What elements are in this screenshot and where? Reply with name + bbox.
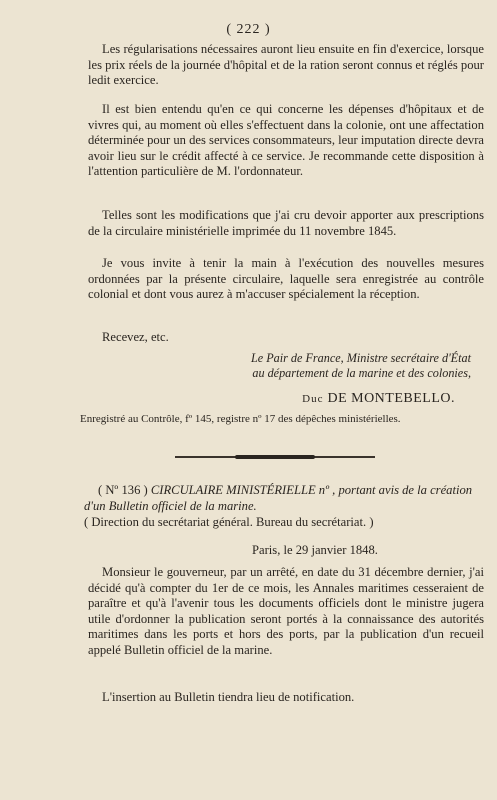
circular-title [84, 482, 484, 514]
circular-title-text: CIRCULAIRE MINISTÉRIELLE nº , portant avis de la création d'un Bulletin officiel de la marine. [84, 483, 473, 513]
circular-date: Paris, le 29 janvier 1848. [252, 543, 378, 557]
circular-paragraph-1: Monsieur le gouverneur, par un arrêté, en date du 31 décembre dernier, j'ai décidé qu'à compter du 1er de ce mois, les Annales maritimes cesseraient de paraître et qu'à l'avenir tous les documents officiels dont le ministre jugera utile d'ordonner la publication seront portés à la connaissance des autorités maritimes dans les ports et hors des ports, par la publication d'un recueil appelé Bulletin officiel de la marine. [88, 565, 484, 657]
signature-title-2: au département de la marine et des colonies, [252, 366, 471, 380]
signature-name [302, 391, 455, 407]
registration-note: Enregistré au Contrôle, fº 145, registre nº 17 des dépêches ministérielles. [80, 413, 401, 425]
signature-title-1: Le Pair de France, Ministre secrétaire d'État [250, 351, 471, 365]
circular-heading [84, 482, 484, 530]
signature-prefix: Duc [302, 393, 324, 405]
page-number: ( 222 ) [226, 22, 271, 37]
paragraph-2: Il est bien entendu qu'en ce qui concerne les dépenses d'hôpitaux et de vivres qui, au moment où elles s'effectuent dans la colonie, ont une affectation déterminée pour un des services consommateurs, leur imputation directe devra avoir lieu sur le crédit affecté à ce service. Je recommande cette disposition à l'attention particulière de M. l'ordonnateur. [88, 102, 484, 179]
paragraph-4: Je vous invite à tenir la main à l'exécution des nouvelles mesures ordonnées par la présente circulaire, laquelle sera enregistrée au contrôle colonial et dont vous aurez à m'accuser spécialement la réception. [88, 256, 484, 302]
section-divider [175, 456, 375, 458]
circular-number: ( Nº 136 ) [98, 483, 148, 497]
paragraph-3: Telles sont les modifications que j'ai cru devoir apporter aux prescriptions de la circulaire ministérielle imprimée du 11 novembre 1845. [88, 208, 484, 238]
signature-surname: DE MONTEBELLO. [327, 391, 455, 406]
paragraph-1: Les régularisations nécessaires auront lieu ensuite en fin d'exercice, lorsque les prix réels de la journée d'hôpital et de la ration seront connus et réglés pour ledit exercice. [88, 42, 484, 88]
paragraph-5: Recevez, etc. [102, 330, 169, 344]
circular-direction: ( Direction du secrétariat général. Bureau du secrétariat. ) [84, 515, 374, 529]
circular-paragraph-2: L'insertion au Bulletin tiendra lieu de notification. [102, 690, 355, 704]
